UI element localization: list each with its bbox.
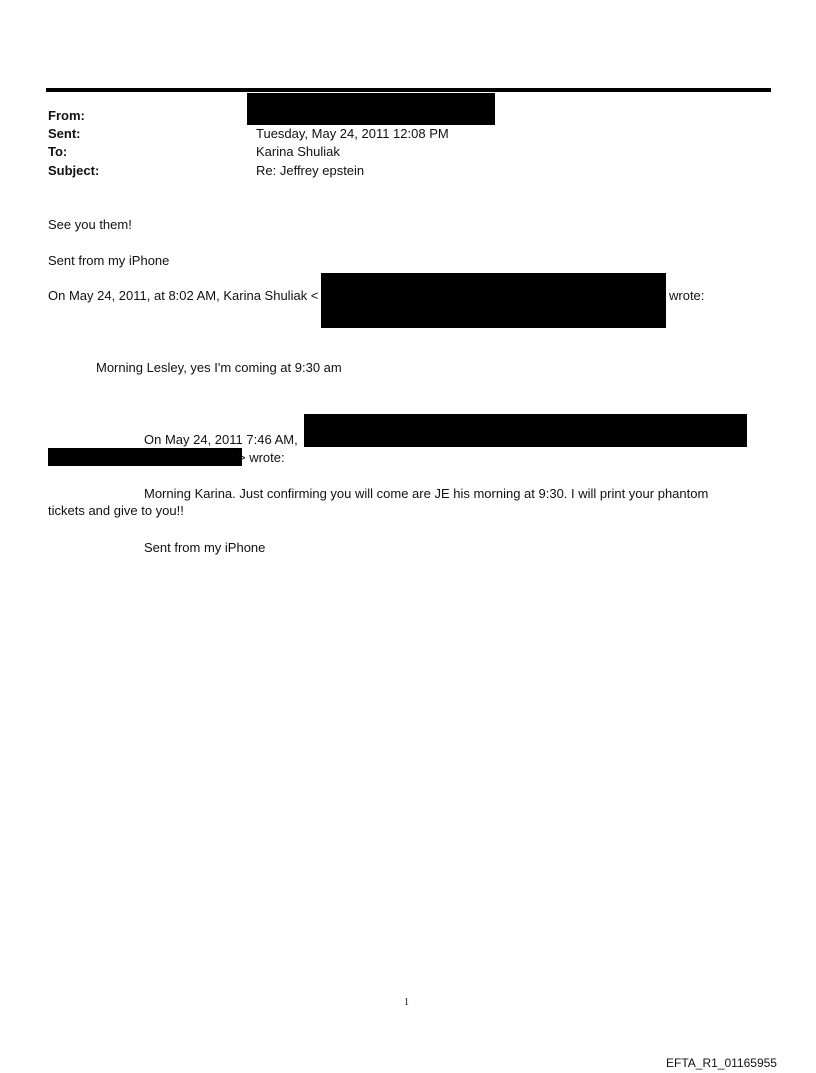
quote2-email-redaction: [48, 448, 242, 466]
quote2-sender-redaction: [304, 414, 747, 447]
to-value: Karina Shuliak: [256, 144, 340, 159]
quote2-suffix: > wrote:: [238, 450, 285, 465]
body-line-1: See you them!: [48, 217, 132, 232]
from-label: From:: [48, 108, 85, 123]
header-rule: [46, 88, 771, 92]
message-line-1: Morning Karina. Just confirming you will come are JE his morning at 9:30. I will print your phantom: [144, 486, 709, 501]
reply1-text: Morning Lesley, yes I'm coming at 9:30 am: [96, 360, 342, 375]
to-label: To:: [48, 144, 68, 159]
quote1-email-redaction: [321, 273, 666, 328]
page-number: 1: [404, 997, 409, 1008]
sent-label: Sent:: [48, 126, 81, 141]
message-signature: Sent from my iPhone: [144, 540, 266, 555]
quote1-suffix: wrote:: [669, 288, 705, 303]
document-id: EFTA_R1_01165955: [666, 1056, 777, 1070]
body-line-2: Sent from my iPhone: [48, 253, 170, 268]
subject-value: Re: Jeffrey epstein: [256, 163, 365, 178]
quote1-prefix: On May 24, 2011, at 8:02 AM, Karina Shuliak <: [48, 288, 319, 303]
message-line-2: tickets and give to you!!: [48, 503, 184, 518]
sent-value: Tuesday, May 24, 2011 12:08 PM: [256, 126, 449, 141]
quote2-prefix: On May 24, 2011 7:46 AM,: [144, 432, 298, 447]
subject-label: Subject:: [48, 163, 100, 178]
from-redaction: [247, 93, 495, 125]
